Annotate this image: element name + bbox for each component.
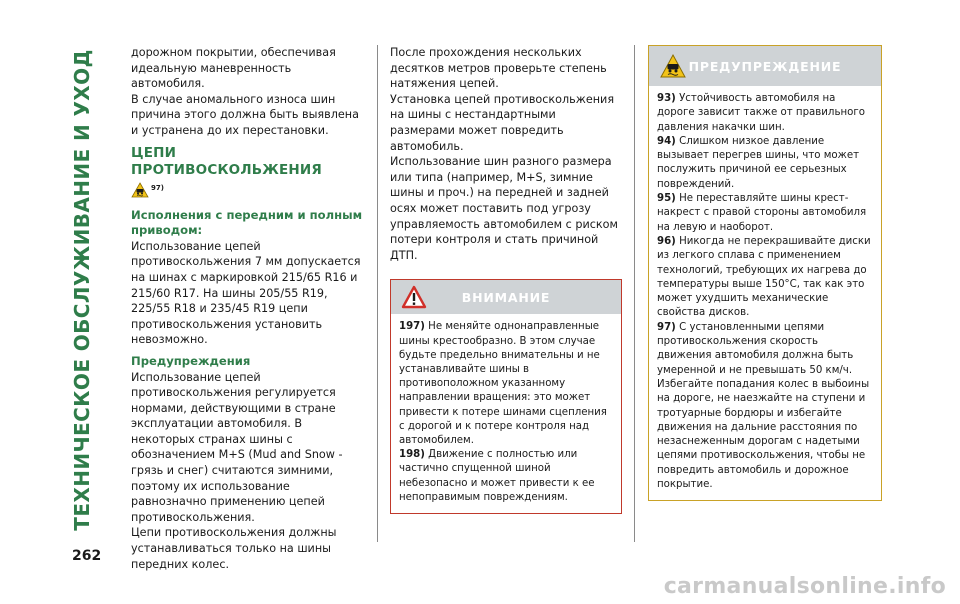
note-item: [657, 135, 873, 192]
section-side-title: ТЕХНИЧЕСКОЕ ОБСЛУЖИВАНИЕ И УХОД: [70, 49, 94, 531]
paragraph: После прохождения нескольких десятков метров проверьте степень натяжения цепей.: [390, 46, 607, 91]
column-1: [131, 45, 363, 572]
warning-triangle-icon: [401, 285, 427, 313]
reference-number: 97): [151, 183, 164, 192]
note-number: 94): [657, 135, 676, 147]
note-item: [657, 321, 873, 493]
section-heading: ЦЕПИ ПРОТИВОСКОЛЬЖЕНИЯ: [131, 144, 323, 178]
note-number: 198): [399, 449, 425, 461]
column-3: [648, 45, 882, 501]
car-skid-icon: [659, 53, 687, 83]
note-number: 96): [657, 235, 676, 247]
column-divider: [634, 45, 635, 542]
column-2: [390, 45, 622, 514]
attention-body: [391, 314, 621, 513]
warning-header: [649, 46, 881, 86]
paragraph: Использование шин разного размера или типа (например, M+S, зимние шины и проч.) на передней и задней осях может поставить под угрозу управляемость автомобилем с риском потери контроля и стать причиной ДТП.: [390, 155, 618, 262]
warning-box: [648, 45, 882, 501]
note-item: [657, 92, 873, 135]
column-divider: [377, 45, 378, 542]
note-item: [657, 235, 873, 321]
paragraph: дорожном покрытии, обеспечивая идеальную маневренность автомобиля.: [131, 46, 336, 91]
note-text: Не меняйте однонаправленные шины крестообразно. В этом случае будьте предельно внимательны и не устанавливайте шины в противоположном указанному направлении вращения: это может привести к потере шинами сцепления с дорогой и к потере контроля над автомобилем.: [399, 321, 607, 446]
subheading: Предупреждения: [131, 353, 251, 368]
note-text: Слишком низкое давление вызывает перегрев шины, что может послужить причиной ее серьезных повреждений.: [657, 135, 860, 190]
subheading: Исполнения с передним и полным приводом:: [131, 207, 363, 238]
warning-title: ПРЕДУПРЕЖДЕНИЕ: [688, 58, 842, 74]
note-item: [399, 448, 613, 505]
note-number: 97): [657, 321, 676, 333]
paragraph: Использование цепей противоскольжения 7 мм допускается на шинах с маркировкой 215/65 R16 и 215/60 R17. На шины 205/55 R19, 225/55 R18 и 235/45 R19 цепи противоскольжения установить невозможно.: [131, 239, 361, 347]
page-number: 262: [72, 548, 102, 564]
paragraph: Использование цепей противоскольжения регулируется нормами, действующими в стране эксплуатации автомобиля. В некоторых странах шины с обозначением M+S (Mud and Snow - грязь и снег) считаются зимними, поэтому их использование равнозначно применению цепей противоскольжения.: [131, 370, 343, 524]
paragraph: Цепи противоскольжения должны устанавливаться только на шины передних колес.: [131, 526, 337, 571]
note-text: Не переставляйте шины крест-накрест с правой стороны автомобиля на левую и наоборот.: [657, 193, 867, 233]
warning-body: [649, 86, 881, 500]
note-item: [657, 192, 873, 235]
reference-badge: [131, 182, 363, 202]
car-skid-icon: [131, 182, 149, 202]
note-text: С установленными цепями противоскольжения скорость движения автомобиля должна быть умеренной и не превышать 50 км/ч. Избегайте попадания колес в выбоины на дороге, не наезжайте на ступени и тротуарные бордюры и избегайте движения на дальние расстояния по незаснеженным дорогам с надетыми цепями противоскольжения, чтобы не повредить автомобиль и дорожное покрытие.: [657, 321, 870, 491]
paragraph: В случае аномального износа шин причина этого должна быть выявлена и устранена до их перестановки.: [131, 92, 359, 137]
paragraph: Установка цепей противоскольжения на шины с нестандартными размерами может повредить автомобиль.: [390, 92, 615, 153]
note-text: Устойчивость автомобиля на дороге зависит также от правильного давления накачки шин.: [657, 93, 865, 133]
note-text: Движение с полностью или частично спущенной шиной небезопасно и может привести к ее непоправимым повреждениям.: [399, 449, 595, 503]
attention-header: [391, 280, 621, 314]
watermark: carmanualsonline.info: [663, 574, 946, 599]
note-text: Никогда не перекрашивайте диски из легкого сплава с применением технологий, требующих их нагрева до температуры выше 150°С, так как это может ухудшить механические свойства дисков.: [657, 235, 871, 319]
note-number: 93): [657, 93, 676, 104]
note-item: [399, 320, 613, 448]
attention-title: ВНИМАНИЕ: [461, 289, 551, 305]
attention-box: [390, 279, 622, 514]
note-number: 197): [399, 321, 425, 333]
note-number: 95): [657, 193, 676, 205]
